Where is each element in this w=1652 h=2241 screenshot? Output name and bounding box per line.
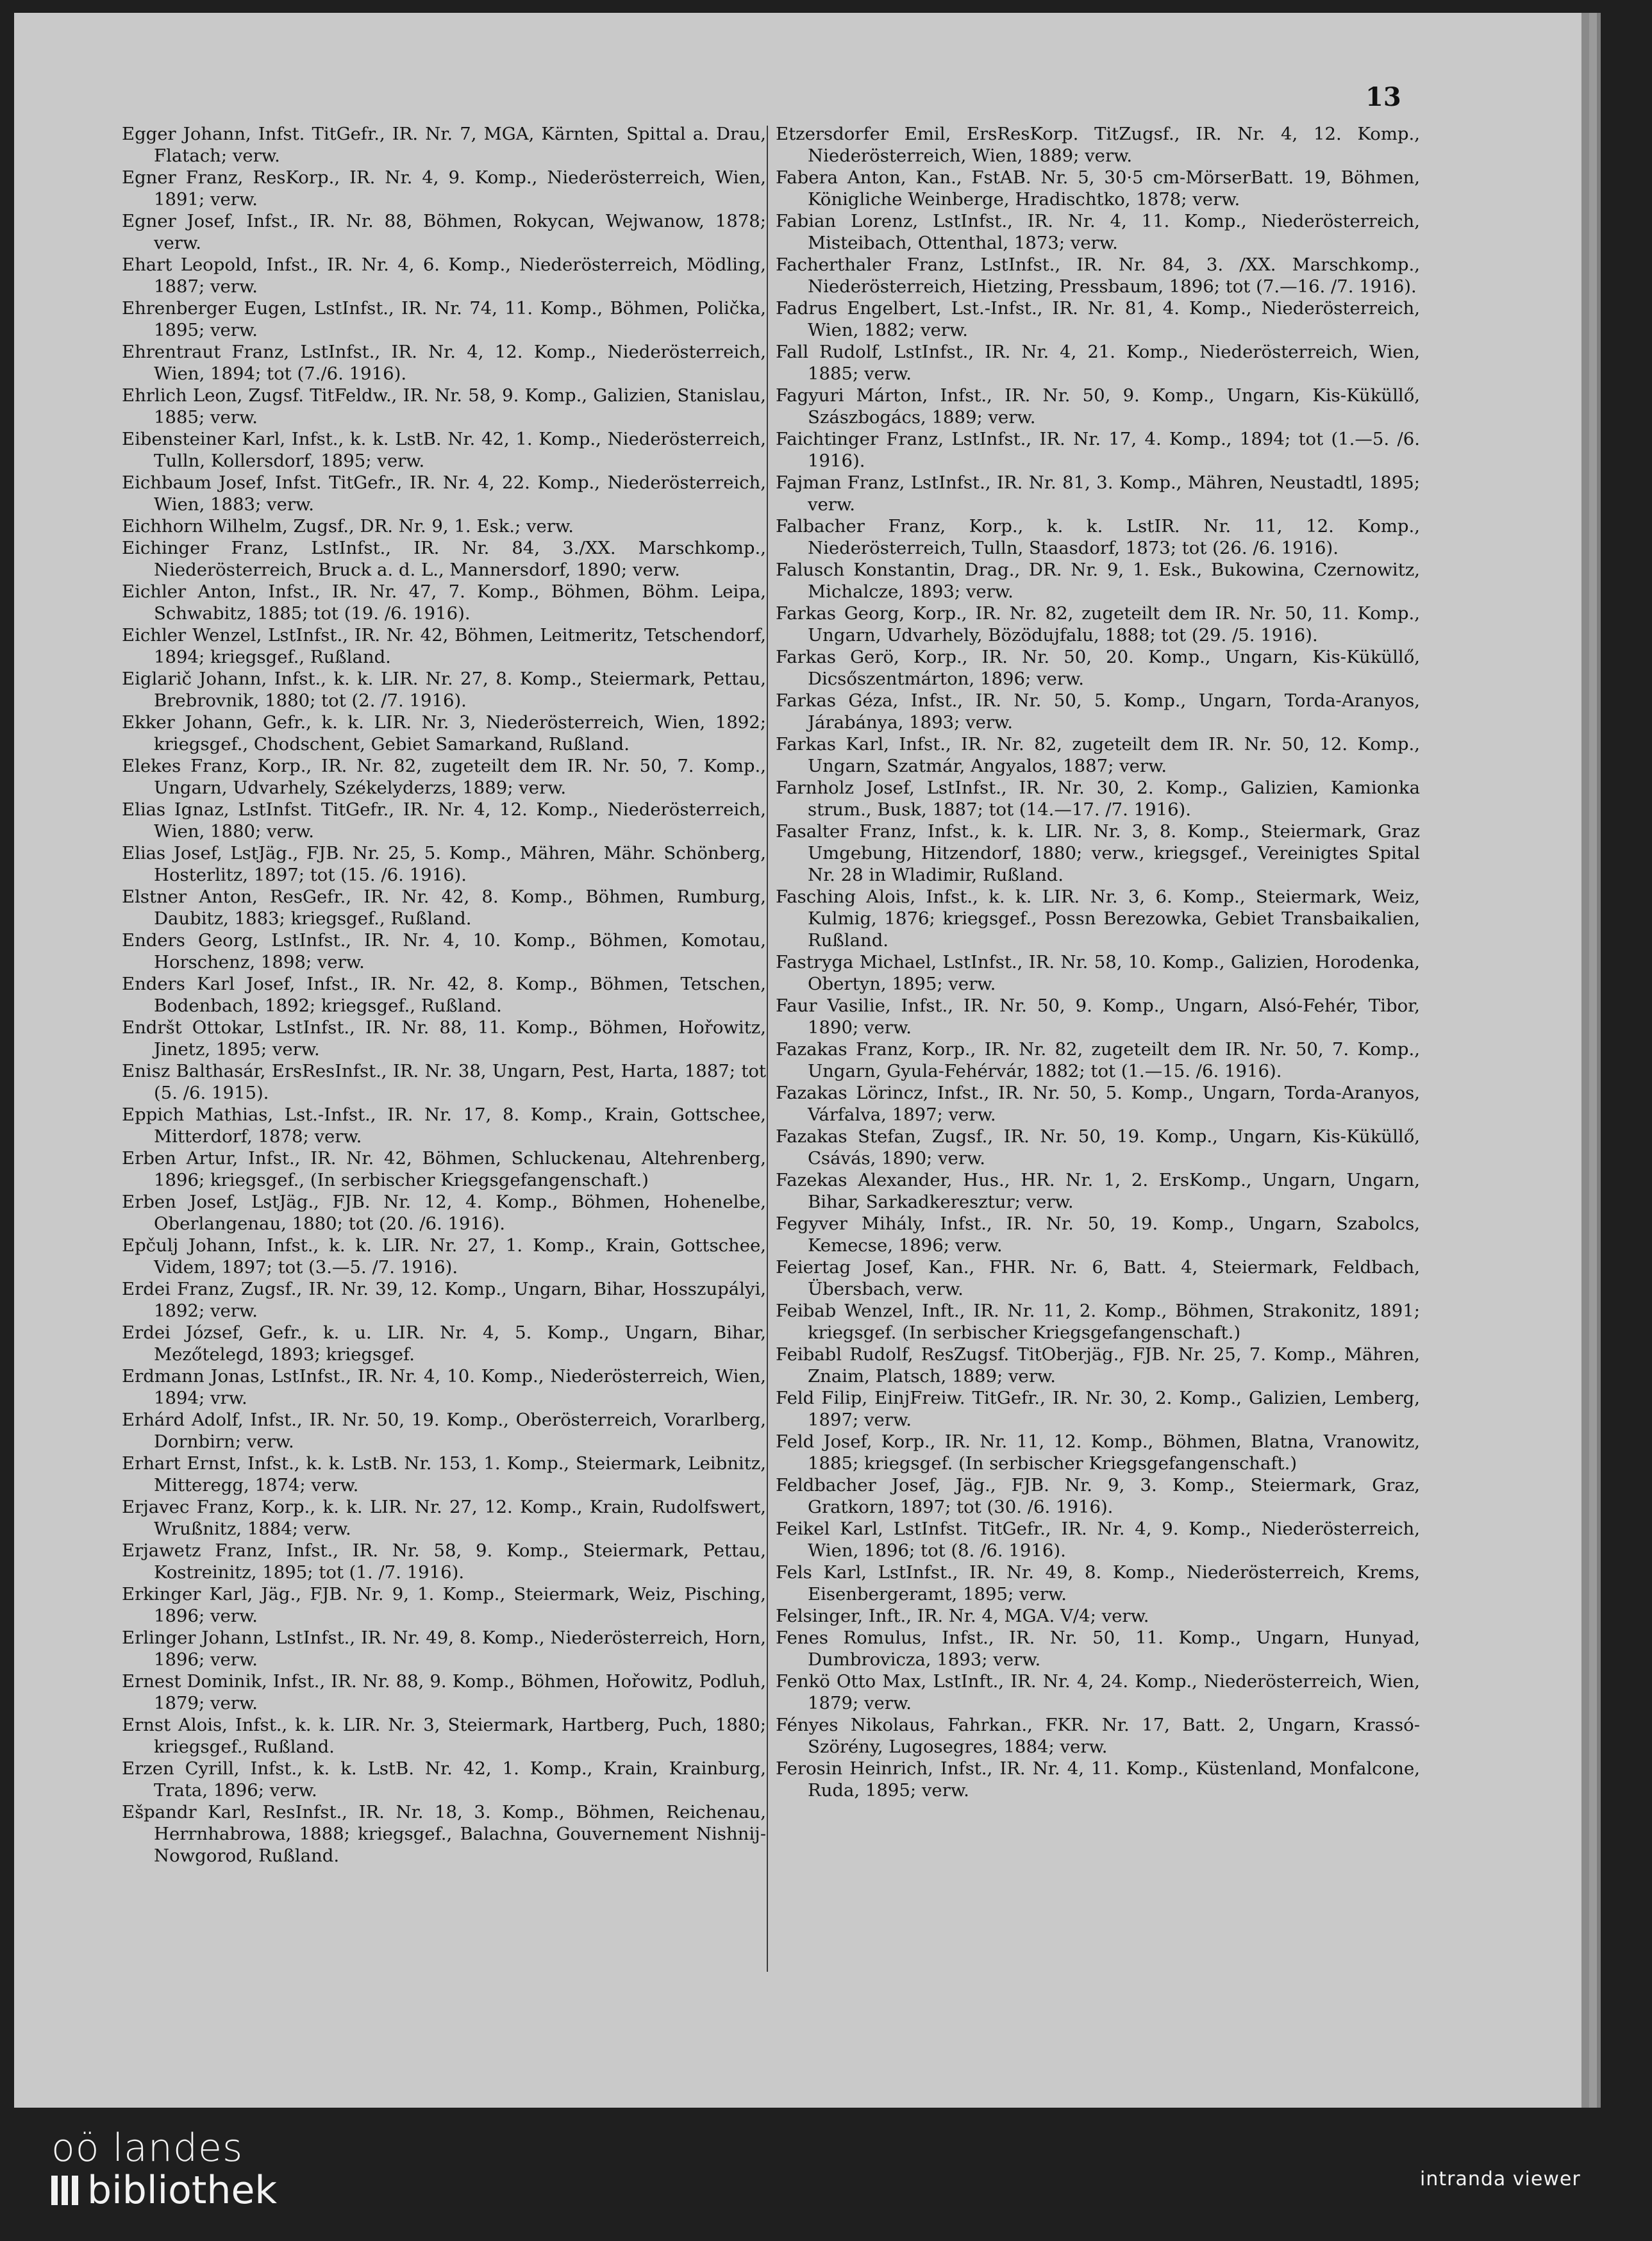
register-entry: Endršt Ottokar, LstInfst., IR. Nr. 88, 11. Komp., Böhmen, Hořowitz, Jinetz, 1895; verw. <box>122 1017 766 1060</box>
register-entry: Fazekas Alexander, Hus., HR. Nr. 1, 2. ErsKomp., Ungarn, Ungarn, Bihar, Sarkadkeresztur; verw. <box>776 1170 1420 1212</box>
register-entry: Eibensteiner Karl, Infst., k. k. LstB. Nr. 42, 1. Komp., Niederösterreich, Tulln, Kollersdorf, 1895; verw. <box>122 429 766 471</box>
register-entry: Elekes Franz, Korp., IR. Nr. 82, zugeteilt dem IR. Nr. 50, 7. Komp., Ungarn, Udvarhely, Székelyderzs, 1889; verw. <box>122 756 766 798</box>
register-entry: Feibabl Rudolf, ResZugsf. TitOberjäg., FJB. Nr. 25, 7. Komp., Mähren, Znaim, Platsch, 1889; verw. <box>776 1344 1420 1387</box>
register-entry: Erdmann Jonas, LstInfst., IR. Nr. 4, 10. Komp., Niederösterreich, Wien, 1894; vrw. <box>122 1366 766 1408</box>
register-entry: Farkas Karl, Infst., IR. Nr. 82, zugeteilt dem IR. Nr. 50, 12. Komp., Ungarn, Szatmár, Angyalos, 1887; verw. <box>776 734 1420 776</box>
register-entry: Fazakas Franz, Korp., IR. Nr. 82, zugeteilt dem IR. Nr. 50, 7. Komp., Ungarn, Gyula-Fehérvár, 1882; tot (1.—15. /6. 1916). <box>776 1039 1420 1081</box>
register-entry: Egger Johann, Infst. TitGefr., IR. Nr. 7, MGA, Kärnten, Spittal a. Drau, Flatach; verw. <box>122 124 766 166</box>
register-entry: Elias Ignaz, LstInfst. TitGefr., IR. Nr. 4, 12. Komp., Niederösterreich, Wien, 1880; verw. <box>122 799 766 842</box>
register-entry: Erjawetz Franz, Infst., IR. Nr. 58, 9. Komp., Steiermark, Pettau, Kostreinitz, 1895; tot (1. /7. 1916). <box>122 1540 766 1583</box>
register-entry: Ekker Johann, Gefr., k. k. LIR. Nr. 3, Niederösterreich, Wien, 1892; kriegsgef., Chodschent, Gebiet Samarkand, Rußland. <box>122 712 766 754</box>
register-entry: Feikel Karl, LstInfst. TitGefr., IR. Nr. 4, 9. Komp., Niederösterreich, Wien, 1896; tot (8. /6. 1916). <box>776 1519 1420 1561</box>
register-entry: Fabera Anton, Kan., FstAB. Nr. 5, 30·5 cm-MörserBatt. 19, Böhmen, Königliche Weinberge, Hradischtko, 1878; verw. <box>776 167 1420 210</box>
register-entry: Feld Filip, EinjFreiw. TitGefr., IR. Nr. 30, 2. Komp., Galizien, Lemberg, 1897; verw. <box>776 1388 1420 1430</box>
register-entry: Farkas Gerö, Korp., IR. Nr. 50, 20. Komp., Ungarn, Kis-Küküllő, Dicsőszentmárton, 1896; verw. <box>776 647 1420 689</box>
column-divider <box>767 126 768 1972</box>
register-entry: Feldbacher Josef, Jäg., FJB. Nr. 9, 3. Komp., Steiermark, Graz, Gratkorn, 1897; tot (30. /6. 1916). <box>776 1475 1420 1517</box>
library-logo-text: bibliothek <box>87 2168 278 2213</box>
register-entry: Erdei József, Gefr., k. u. LIR. Nr. 4, 5. Komp., Ungarn, Bihar, Mezőtelegd, 1893; kriegsgef. <box>122 1322 766 1365</box>
register-entry: Farkas Georg, Korp., IR. Nr. 82, zugeteilt dem IR. Nr. 50, 11. Komp., Ungarn, Udvarhely, Bözödujfalu, 1888; tot (29. /5. 1916). <box>776 603 1420 646</box>
register-entry: Erjavec Franz, Korp., k. k. LIR. Nr. 27, 12. Komp., Krain, Rudolfswert, Wrußnitz, 1884; verw. <box>122 1497 766 1539</box>
register-entry: Ehart Leopold, Infst., IR. Nr. 4, 6. Komp., Niederösterreich, Mödling, 1887; verw. <box>122 254 766 297</box>
register-entry: Fastryga Michael, LstInfst., IR. Nr. 58, 10. Komp., Galizien, Horodenka, Obertyn, 1895; verw. <box>776 952 1420 994</box>
register-entry: Erben Josef, LstJäg., FJB. Nr. 12, 4. Komp., Böhmen, Hohenelbe, Oberlangenau, 1880; tot (20. /6. 1916). <box>122 1192 766 1234</box>
register-entry: Erhart Ernst, Infst., k. k. LstB. Nr. 153, 1. Komp., Steiermark, Leibnitz, Mitteregg, 1874; verw. <box>122 1453 766 1495</box>
register-entry: Fasalter Franz, Infst., k. k. LIR. Nr. 3, 8. Komp., Steiermark, Graz Umgebung, Hitzendorf, 1880; verw., kriegsgef., Vereinigtes Spital Nr. 28 in Wladimir, Rußland. <box>776 821 1420 885</box>
register-entry: Fenes Romulus, Infst., IR. Nr. 50, 11. Komp., Ungarn, Hunyad, Dumbrovicza, 1893; verw. <box>776 1628 1420 1670</box>
register-entry: Fabian Lorenz, LstInfst., IR. Nr. 4, 11. Komp., Niederösterreich, Misteibach, Ottenthal, 1873; verw. <box>776 211 1420 253</box>
register-entry: Erben Artur, Infst., IR. Nr. 42, Böhmen, Schluckenau, Altehrenberg, 1896; kriegsgef., (In serbischer Kriegsgefangenschaft.) <box>122 1148 766 1190</box>
register-entry: Erzen Cyrill, Infst., k. k. LstB. Nr. 42, 1. Komp., Krain, Krainburg, Trata, 1896; verw. <box>122 1758 766 1801</box>
register-entry: Fels Karl, LstInfst., IR. Nr. 49, 8. Komp., Niederösterreich, Krems, Eisenbergeramt, 1895; verw. <box>776 1562 1420 1604</box>
register-entry: Eppich Mathias, Lst.-Infst., IR. Nr. 17, 8. Komp., Krain, Gottschee, Mitterdorf, 1878; verw. <box>122 1104 766 1147</box>
library-logo[interactable] <box>51 2127 277 2212</box>
register-entry: Enders Georg, LstInfst., IR. Nr. 4, 10. Komp., Böhmen, Komotau, Horschenz, 1898; verw. <box>122 930 766 972</box>
register-entry: Elstner Anton, ResGefr., IR. Nr. 42, 8. Komp., Böhmen, Rumburg, Daubitz, 1883; kriegsgef., Rußland. <box>122 887 766 929</box>
register-entry: Fenkö Otto Max, LstInft., IR. Nr. 4, 24. Komp., Niederösterreich, Wien, 1879; verw. <box>776 1671 1420 1713</box>
register-entry: Etzersdorfer Emil, ErsResKorp. TitZugsf., IR. Nr. 4, 12. Komp., Niederösterreich, Wien, 1889; verw. <box>776 124 1420 166</box>
register-entry: Faichtinger Franz, LstInfst., IR. Nr. 17, 4. Komp., 1894; tot (1.—5. /6. 1916). <box>776 429 1420 471</box>
register-entry: Fényes Nikolaus, Fahrkan., FKR. Nr. 17, Batt. 2, Ungarn, Krassó-Szörény, Lugosegres, 1884; verw. <box>776 1715 1420 1757</box>
register-entry: Enisz Balthasár, ErsResInfst., IR. Nr. 38, Ungarn, Pest, Harta, 1887; tot (5. /6. 1915). <box>122 1061 766 1103</box>
register-entry: Erdei Franz, Zugsf., IR. Nr. 39, 12. Komp., Ungarn, Bihar, Hosszupályi, 1892; verw. <box>122 1279 766 1321</box>
register-entry: Fagyuri Márton, Infst., IR. Nr. 50, 9. Komp., Ungarn, Kis-Küküllő, Szászbogács, 1889; verw. <box>776 385 1420 428</box>
register-entry: Ehrlich Leon, Zugsf. TitFeldw., IR. Nr. 58, 9. Komp., Galizien, Stanislau, 1885; verw. <box>122 385 766 428</box>
register-entry: Elias Josef, LstJäg., FJB. Nr. 25, 5. Komp., Mähren, Mähr. Schönberg, Hosterlitz, 1897; tot (15. /6. 1916). <box>122 843 766 885</box>
register-entry: Felsinger, Inft., IR. Nr. 4, MGA. V/4; verw. <box>776 1606 1149 1626</box>
library-logo-line2 <box>51 2169 277 2212</box>
right-column <box>776 123 1420 1801</box>
library-logo-bars-icon <box>51 2176 78 2205</box>
register-entry: Egner Franz, ResKorp., IR. Nr. 4, 9. Komp., Niederösterreich, Wien, 1891; verw. <box>122 167 766 210</box>
register-entry: Fadrus Engelbert, Lst.-Infst., IR. Nr. 81, 4. Komp., Niederösterreich, Wien, 1882; verw. <box>776 298 1420 340</box>
register-entry: Ešpandr Karl, ResInfst., IR. Nr. 18, 3. Komp., Böhmen, Reichenau, Herrnhabrowa, 1888; kriegsgef., Balachna, Gouvernement Nishnij-Nowgorod, Rußland. <box>122 1802 766 1866</box>
register-entry: Farkas Géza, Infst., IR. Nr. 50, 5. Komp., Ungarn, Torda-Aranyos, Járabánya, 1893; verw. <box>776 690 1420 733</box>
register-entry: Falbacher Franz, Korp., k. k. LstIR. Nr. 11, 12. Komp., Niederösterreich, Tulln, Staasdorf, 1873; tot (26. /6. 1916). <box>776 516 1420 558</box>
register-entry: Ernst Alois, Infst., k. k. LIR. Nr. 3, Steiermark, Hartberg, Puch, 1880; kriegsgef., Rußland. <box>122 1715 766 1757</box>
library-logo-line1: oö landes <box>51 2126 244 2170</box>
register-entry: Fasching Alois, Infst., k. k. LIR. Nr. 3, 6. Komp., Steiermark, Weiz, Kulmig, 1876; kriegsgef., Possn Berezowka, Gebiet Transbaikalien, Rußland. <box>776 887 1420 951</box>
page-number: 13 <box>1365 82 1401 112</box>
left-column <box>122 123 766 1867</box>
register-entry: Fazakas Lörincz, Infst., IR. Nr. 50, 5. Komp., Ungarn, Torda-Aranyos, Várfalva, 1897; verw. <box>776 1083 1420 1125</box>
viewer-brand[interactable]: intranda viewer <box>1420 2168 1581 2190</box>
register-entry: Fall Rudolf, LstInfst., IR. Nr. 4, 21. Komp., Niederösterreich, Wien, 1885; verw. <box>776 342 1420 384</box>
register-entry: Fajman Franz, LstInfst., IR. Nr. 81, 3. Komp., Mähren, Neustadtl, 1895; verw. <box>776 472 1420 515</box>
register-entry: Falusch Konstantin, Drag., DR. Nr. 9, 1. Esk., Bukowina, Czernowitz, Michalcze, 1893; verw. <box>776 560 1420 602</box>
register-entry: Eichler Wenzel, LstInfst., IR. Nr. 42, Böhmen, Leitmeritz, Tetschendorf, 1894; kriegsgef., Rußland. <box>122 625 766 667</box>
register-entry: Fazakas Stefan, Zugsf., IR. Nr. 50, 19. Komp., Ungarn, Kis-Küküllő, Csávás, 1890; verw. <box>776 1126 1420 1169</box>
register-entry: Erhárd Adolf, Infst., IR. Nr. 50, 19. Komp., Oberösterreich, Vorarlberg, Dornbirn; verw. <box>122 1410 766 1452</box>
register-entry: Feld Josef, Korp., IR. Nr. 11, 12. Komp., Böhmen, Blatna, Vranowitz, 1885; kriegsgef. (In serbischer Kriegsgefangenschaft.) <box>776 1431 1420 1474</box>
register-entry: Erkinger Karl, Jäg., FJB. Nr. 9, 1. Komp., Steiermark, Weiz, Pisching, 1896; verw. <box>122 1584 766 1626</box>
register-entry: Erlinger Johann, LstInfst., IR. Nr. 49, 8. Komp., Niederösterreich, Horn, 1896; verw. <box>122 1628 766 1670</box>
register-entry: Ferosin Heinrich, Infst., IR. Nr. 4, 11. Komp., Küstenland, Monfalcone, Ruda, 1895; verw. <box>776 1758 1420 1801</box>
register-entry: Eichbaum Josef, Infst. TitGefr., IR. Nr. 4, 22. Komp., Niederösterreich, Wien, 1883; verw. <box>122 472 766 515</box>
register-entry: Farnholz Josef, LstInfst., IR. Nr. 30, 2. Komp., Galizien, Kamionka strum., Busk, 1887; tot (14.—17. /7. 1916). <box>776 778 1420 820</box>
register-entry: Ehrenberger Eugen, LstInfst., IR. Nr. 74, 11. Komp., Böhmen, Polička, 1895; verw. <box>122 298 766 340</box>
register-entry: Eichinger Franz, LstInfst., IR. Nr. 84, 3./XX. Marschkomp., Niederösterreich, Bruck a. d. L., Mannersdorf, 1890; verw. <box>122 538 766 580</box>
register-entry: Faur Vasilie, Infst., IR. Nr. 50, 9. Komp., Ungarn, Alsó-Fehér, Tibor, 1890; verw. <box>776 996 1420 1038</box>
register-entry: Eichhorn Wilhelm, Zugsf., DR. Nr. 9, 1. Esk.; verw. <box>122 516 574 537</box>
register-entry: Ernest Dominik, Infst., IR. Nr. 88, 9. Komp., Böhmen, Hořowitz, Podluh, 1879; verw. <box>122 1671 766 1713</box>
register-entry: Eiglarič Johann, Infst., k. k. LIR. Nr. 27, 8. Komp., Steiermark, Pettau, Brebrovnik, 1880; tot (2. /7. 1916). <box>122 669 766 711</box>
register-entry: Facherthaler Franz, LstInfst., IR. Nr. 84, 3. /XX. Marschkomp., Niederösterreich, Hietzing, Pressbaum, 1896; tot (7.—16. /7. 1916). <box>776 254 1420 297</box>
register-entry: Ерčulj Johann, Infst., k. k. LIR. Nr. 27, 1. Komp., Krain, Gottschee, Videm, 1897; tot (3.—5. /7. 1916). <box>122 1235 766 1278</box>
register-entry: Feibab Wenzel, Inft., IR. Nr. 11, 2. Komp., Böhmen, Strakonitz, 1891; kriegsgef. (In serbischer Kriegsgefangenschaft.) <box>776 1301 1420 1343</box>
register-entry: Eichler Anton, Infst., IR. Nr. 47, 7. Komp., Böhmen, Böhm. Leipa, Schwabitz, 1885; tot (19. /6. 1916). <box>122 581 766 624</box>
register-entry: Feiertag Josef, Kan., FHR. Nr. 6, Batt. 4, Steiermark, Feldbach, Übersbach, verw. <box>776 1257 1420 1299</box>
register-entry: Egner Josef, Infst., IR. Nr. 88, Böhmen, Rokycan, Wejwanow, 1878; verw. <box>122 211 766 253</box>
register-entry: Enders Karl Josef, Infst., IR. Nr. 42, 8. Komp., Böhmen, Tetschen, Bodenbach, 1892; kriegsgef., Rußland. <box>122 974 766 1016</box>
register-entry: Ehrentraut Franz, LstInfst., IR. Nr. 4, 12. Komp., Niederösterreich, Wien, 1894; tot (7./6. 1916). <box>122 342 766 384</box>
register-entry: Fegyver Mihály, Infst., IR. Nr. 50, 19. Komp., Ungarn, Szabolcs, Kemecse, 1896; verw. <box>776 1213 1420 1256</box>
